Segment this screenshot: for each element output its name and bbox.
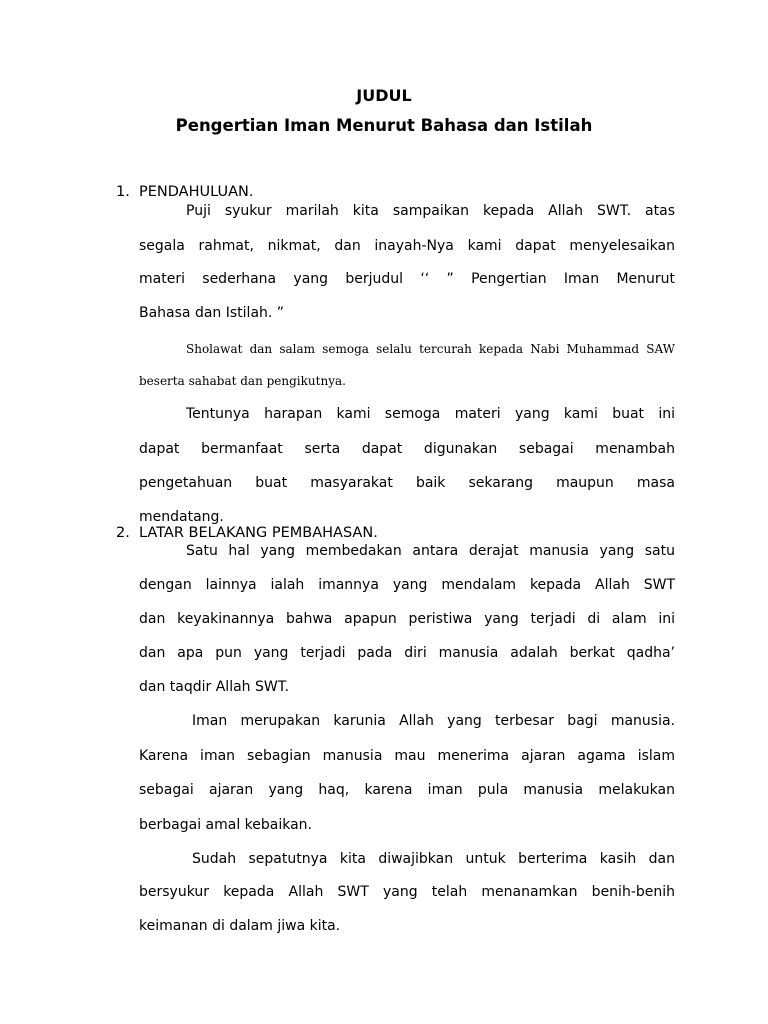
paragraph-line: materi sederhana yang berjudul ‘‘ ” Pengertian Iman Menurut (139, 271, 675, 287)
paragraph-line: dapat bermanfaat serta dapat digunakan sebagai menambah (139, 441, 675, 457)
judul-label: JUDUL (356, 86, 412, 105)
document-title: Pengertian Iman Menurut Bahasa dan Istilah (175, 116, 593, 135)
paragraph-line: dengan lainnya ialah imannya yang mendalam kepada Allah SWT (139, 577, 675, 593)
paragraph-line: Sudah sepatutnya kita diwajibkan untuk berterima kasih dan (192, 851, 675, 867)
paragraph-line: dan apa pun yang terjadi pada diri manusia adalah berkat qadha’ (139, 645, 675, 661)
paragraph-line: beserta sahabat dan pengikutnya. (139, 374, 346, 388)
section-title: PENDAHULUAN. (139, 184, 254, 200)
paragraph-line: Bahasa dan Istilah. ” (139, 305, 285, 321)
section-number: 1. (116, 184, 130, 200)
paragraph-line: Karena iman sebagian manusia mau menerima ajaran agama islam (139, 748, 675, 764)
section-title: LATAR BELAKANG PEMBAHASAN. (139, 525, 378, 541)
paragraph-line: Puji syukur marilah kita sampaikan kepada Allah SWT. atas (186, 203, 675, 219)
section-heading-latar-belakang (116, 525, 378, 541)
paragraph-line: segala rahmat, nikmat, dan inayah-Nya kami dapat menyelesaikan (139, 238, 675, 254)
paragraph-line: sebagai ajaran yang haq, karena iman pula manusia melakukan (139, 782, 675, 798)
section-number: 2. (116, 525, 130, 541)
paragraph-line: keimanan di dalam jiwa kita. (139, 918, 341, 934)
paragraph-line: dan taqdir Allah SWT. (139, 679, 290, 695)
paragraph-line: berbagai amal kebaikan. (139, 817, 313, 833)
paragraph-line: pengetahuan buat masyarakat baik sekarang maupun masa (139, 475, 675, 491)
paragraph-line: dan keyakinannya bahwa apapun peristiwa yang terjadi di alam ini (139, 611, 675, 627)
paragraph-line: Sholawat dan salam semoga selalu tercurah kepada Nabi Muhammad SAW (186, 342, 675, 356)
section-heading-pendahuluan (116, 184, 253, 200)
paragraph-line: Satu hal yang membedakan antara derajat manusia yang satu (186, 543, 675, 559)
paragraph-line: Iman merupakan karunia Allah yang terbesar bagi manusia. (192, 713, 675, 729)
paragraph-line: Tentunya harapan kami semoga materi yang kami buat ini (186, 406, 675, 422)
paragraph-line: mendatang. (139, 509, 224, 525)
paragraph-line: bersyukur kepada Allah SWT yang telah menanamkan benih-benih (139, 884, 675, 900)
